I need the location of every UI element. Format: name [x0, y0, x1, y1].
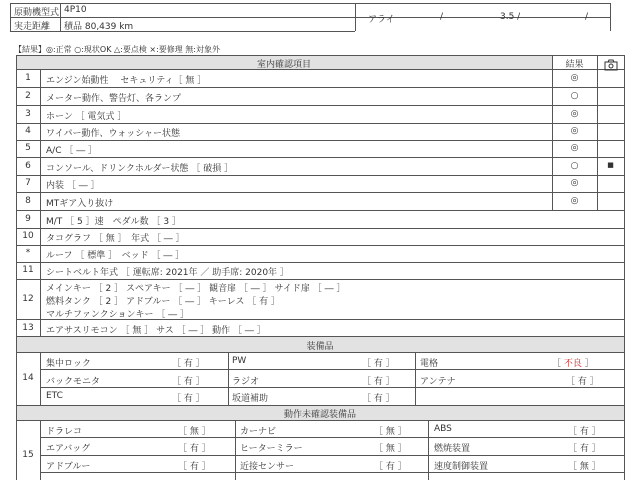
row-text: メーター動作、警告灯、各ランプ [46, 94, 182, 104]
equipment-value: ［ 有 ］ [178, 462, 211, 472]
key-info-line: メインキー ［ 2 ］ スペアキー ［ ― ］ 観音扉 ［ ― ］ サイド扉 ［ ― ］ [46, 284, 346, 294]
row-number: * [25, 248, 31, 258]
alignment-value-1: / [440, 12, 444, 22]
equipment-label: エアバッグ [46, 444, 91, 454]
alignment-value-3: / [585, 12, 589, 22]
equipment-value: ［ 有 ］ [172, 377, 205, 387]
equipment-label: 集中ロック [46, 359, 91, 369]
row-number: 10 [22, 231, 34, 241]
row-result: ◎ [570, 196, 579, 206]
equipment-label: カーナビ [240, 427, 277, 437]
row-result: ○ [570, 161, 579, 171]
result-legend: 【結果】◎:正常 ○:現状OK △:要点検 ×:要修理 無:対象外 [14, 45, 221, 54]
equipment-section-header: 装備品 [306, 342, 334, 352]
row-number: 13 [22, 323, 34, 333]
row-text: エアサスリモコン ［ 無 ］ サス ［ ― ］ 動作 ［ ― ］ [46, 326, 266, 336]
equipment-value: ［ 無 ］ [178, 427, 211, 437]
mileage-label: 実走距離 [14, 22, 51, 32]
equipment-value: ［ 無 ］ [374, 444, 407, 454]
row-result: ○ [570, 91, 579, 101]
equipment-value: ［ 有 ］ [362, 359, 395, 369]
equipment-label: 速度制御装置 [434, 462, 489, 472]
equipment-value: ［ 有 ］ [568, 444, 601, 454]
key-info-line: 燃料タンク ［ 2 ］ アドブルー ［ ― ］ キーレス ［ 有 ］ [46, 297, 280, 307]
equipment-label: ドラレコ [46, 427, 83, 437]
row-number: 7 [25, 178, 31, 188]
equipment-label: アドブルー [46, 462, 91, 472]
equipment-label: ヒーターミラー [240, 444, 303, 454]
row-number: 9 [25, 214, 31, 224]
row-number: 5 [25, 143, 31, 153]
row-text: MTギア入り抜け [46, 199, 114, 209]
equipment-value: ［ 有 ］ [172, 394, 205, 404]
camera-header-icon [597, 56, 624, 69]
row-number: 2 [25, 91, 31, 101]
equipment-label: 電格 [420, 359, 439, 369]
equipment-label: ETC [46, 391, 63, 401]
row-number: 4 [25, 126, 31, 136]
equipment-label: バックモニタ [46, 377, 101, 387]
row-number: 3 [25, 109, 31, 119]
row-result: ◎ [570, 126, 579, 136]
defect-text: 不良 [563, 359, 582, 369]
row-result: ◎ [570, 143, 579, 153]
row-text: コンソール、ドリンクホルダー状態 ［ 破損 ］ [46, 164, 234, 174]
equipment-value: ［ 有 ］ [566, 377, 599, 387]
row-text: ルーフ ［ 標準 ］ ベッド ［ ― ］ [46, 251, 185, 261]
engine-model-value: 4P10 [64, 5, 87, 15]
row-text: シートベルト年式 ［ 運転席: 2021年 ／ 助手席: 2020年 ］ [46, 268, 289, 278]
equipment-value: ［ 有 ］ [362, 377, 395, 387]
equipment-label: ABS [434, 424, 452, 434]
row-text: A/C ［ ― ］ [46, 146, 98, 156]
equipment-label: 坂道補助 [232, 394, 269, 404]
row-number: 1 [25, 73, 31, 83]
row-text: エンジン始動性 セキュリティ［ 無 ］ [46, 76, 207, 86]
alignment-label: アライ [368, 15, 395, 25]
equipment-value-defect: ［ 不良 ］ [552, 359, 594, 369]
row-result: ◎ [570, 178, 579, 188]
row-text: タコグラフ ［ 無 ］ 年式 ［ ― ］ [46, 234, 185, 244]
engine-model-label: 原動機型式 [14, 8, 60, 18]
equipment-label: アンテナ [420, 377, 456, 387]
mileage-value: 積品 80,439 km [64, 22, 134, 32]
equipment-value: ［ 有 ］ [178, 444, 211, 454]
equipment-label: 近接センサー [240, 462, 295, 472]
row-text: 内装 ［ ― ］ [46, 181, 100, 191]
row-text: ホーン ［ 電気式 ］ [46, 112, 127, 122]
camera-mark: ■ [607, 161, 614, 169]
row-result: ◎ [570, 73, 579, 83]
equipment-value: ［ 有 ］ [374, 462, 407, 472]
unconfirmed-section-header: 動作未確認装備品 [283, 410, 356, 420]
key-info-line: マルチファンクションキー ［ ― ］ [46, 310, 190, 320]
row-text: ワイパー動作、ウォッシャー状態 [46, 129, 181, 139]
equipment-value: ［ 無 ］ [568, 462, 601, 472]
equipment-label: PW [232, 356, 247, 366]
row-text: M/T ［ 5 ］速 ペダル数 ［ 3 ］ [46, 217, 181, 227]
equipment-value: ［ 有 ］ [568, 427, 601, 437]
alignment-value-2: 3.5 / [500, 12, 521, 22]
equipment-label: ラジオ [232, 377, 260, 387]
row-number: 12 [22, 294, 34, 304]
row-number: 8 [25, 196, 31, 206]
equipment-value: ［ 有 ］ [362, 394, 395, 404]
interior-section-header: 室内確認項目 [256, 60, 311, 70]
row-number: 11 [22, 265, 34, 275]
row-number: 15 [22, 450, 34, 460]
equipment-value: ［ 無 ］ [374, 427, 407, 437]
row-number: 6 [25, 161, 31, 171]
equipment-value: ［ 有 ］ [172, 359, 205, 369]
result-column-header: 結果 [565, 60, 584, 70]
row-result: ◎ [570, 109, 579, 119]
row-number: 14 [22, 373, 34, 383]
equipment-label: 燃焼装置 [434, 444, 471, 454]
